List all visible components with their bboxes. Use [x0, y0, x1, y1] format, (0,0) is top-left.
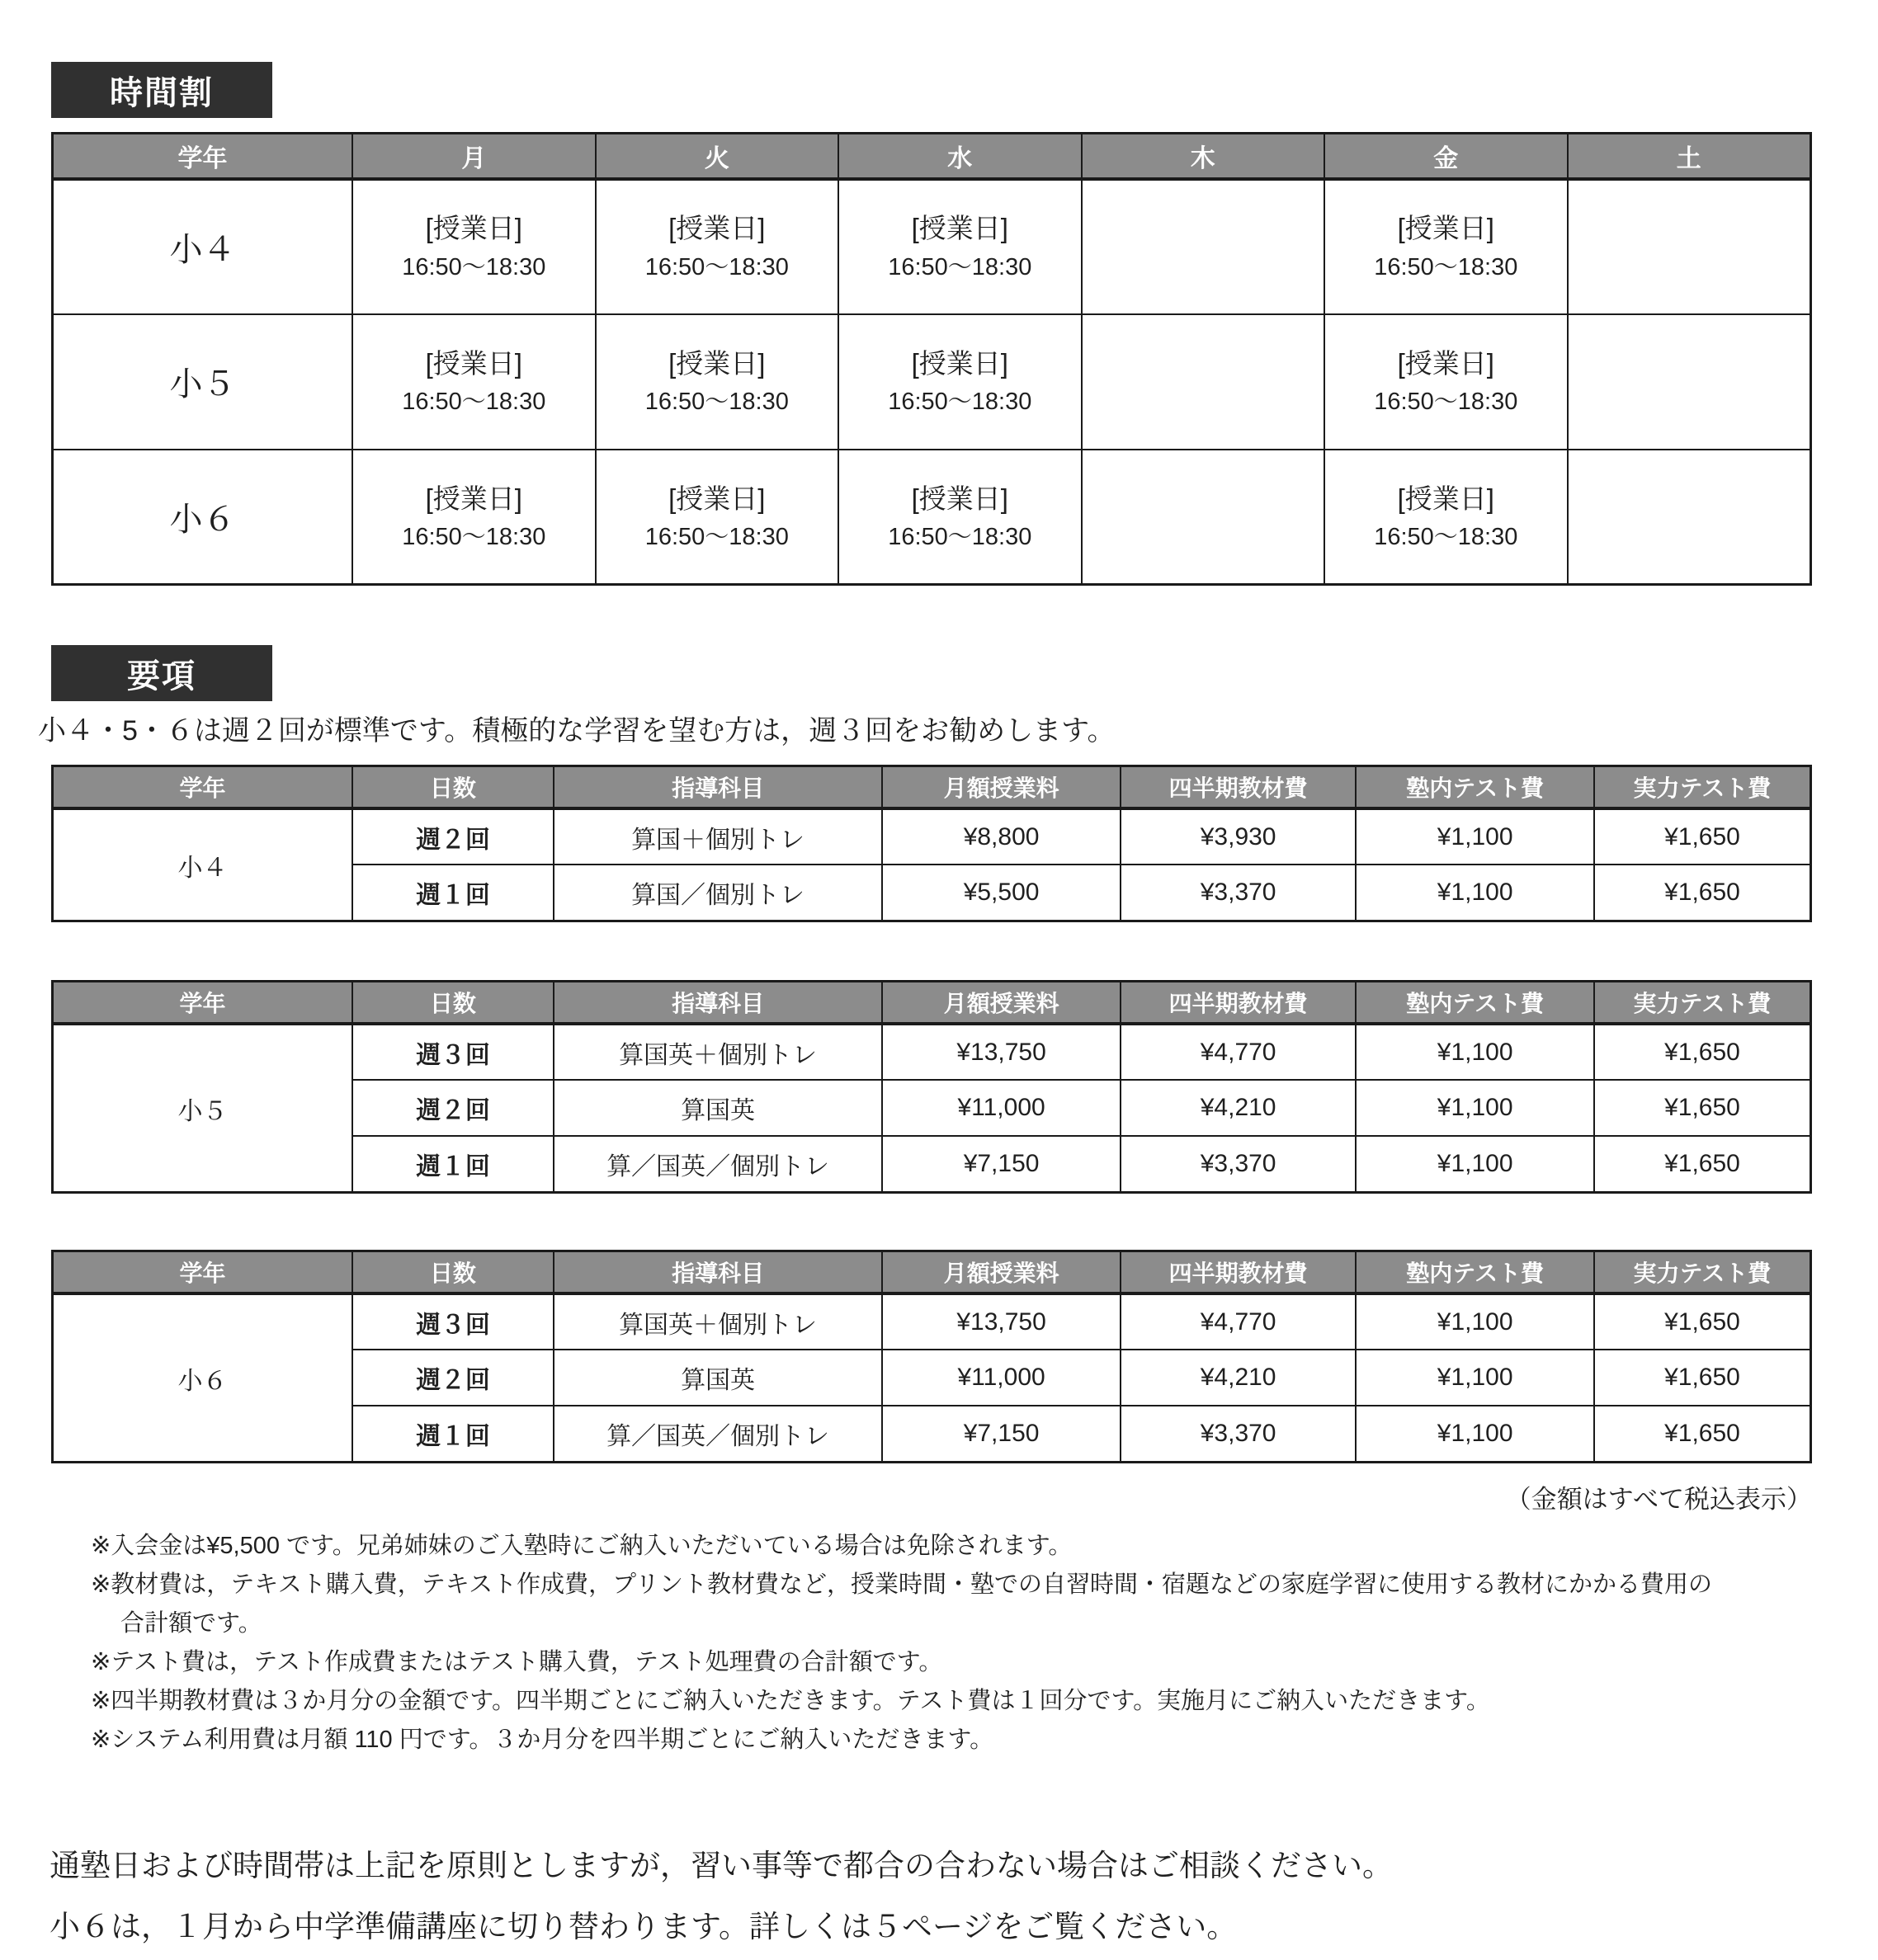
class-day-label: [授業日] [668, 347, 766, 379]
internal-test-cell: ¥1,100 [1356, 1293, 1594, 1350]
ability-test-cell: ¥1,650 [1594, 1080, 1811, 1136]
fee-table-grade4 [51, 765, 1812, 922]
fee-row [53, 808, 1811, 865]
internal-test-cell: ¥1,100 [1356, 865, 1594, 921]
days-cell: 週２回 [352, 1350, 554, 1406]
internal-test-cell: ¥1,100 [1356, 1406, 1594, 1462]
internal-test-cell: ¥1,100 [1356, 1350, 1594, 1406]
col-header-mon: 月 [352, 134, 596, 179]
monthly-tuition-cell: ¥8,800 [882, 808, 1121, 865]
col-header-ability-test: 実力テスト費 [1594, 981, 1811, 1024]
fee-header-row [53, 766, 1811, 808]
monthly-tuition-cell: ¥13,750 [882, 1293, 1121, 1350]
monthly-tuition-cell: ¥13,750 [882, 1024, 1121, 1080]
class-time: 16:50～18:30 [888, 523, 1032, 550]
tax-inclusive-note: （金額はすべて税込表示） [1505, 1484, 1812, 1514]
timetable-cell [838, 314, 1082, 450]
days-cell: 週３回 [352, 1293, 554, 1350]
internal-test-cell: ¥1,100 [1356, 808, 1594, 865]
subjects-cell: 算国英＋個別トレ [554, 1293, 882, 1350]
timetable-cell-empty [1082, 314, 1325, 450]
col-header-quarterly-materials: 四半期教材費 [1121, 766, 1357, 808]
monthly-tuition-cell: ¥11,000 [882, 1350, 1121, 1406]
col-header-subjects: 指導科目 [554, 766, 882, 808]
col-header-monthly-tuition: 月額授業料 [882, 1251, 1121, 1293]
subjects-cell: 算国／個別トレ [554, 865, 882, 921]
col-header-fri: 金 [1324, 134, 1568, 179]
footer-block [50, 1835, 1878, 1958]
col-header-quarterly-materials: 四半期教材費 [1121, 1251, 1357, 1293]
class-day-label: [授業日] [911, 347, 1008, 379]
col-header-grade: 学年 [53, 981, 353, 1024]
class-day-label: [授業日] [425, 483, 522, 514]
quarterly-materials-cell: ¥3,370 [1121, 865, 1357, 921]
col-header-grade: 学年 [53, 1251, 353, 1293]
timetable-cell [596, 450, 839, 585]
days-cell: 週２回 [352, 1080, 554, 1136]
timetable-row-grade5 [53, 314, 1811, 450]
days-cell: 週２回 [352, 808, 554, 865]
col-header-internal-test: 塾内テスト費 [1356, 1251, 1594, 1293]
quarterly-materials-cell: ¥3,370 [1121, 1136, 1357, 1192]
timetable-cell-empty [1082, 179, 1325, 314]
class-day-label: [授業日] [911, 483, 1008, 514]
ability-test-cell: ¥1,650 [1594, 1024, 1811, 1080]
timetable-section-title: 時間割 [51, 62, 272, 118]
monthly-tuition-cell: ¥7,150 [882, 1136, 1121, 1192]
fee-row [53, 1024, 1811, 1080]
class-time: 16:50～18:30 [402, 253, 546, 280]
col-header-subjects: 指導科目 [554, 981, 882, 1024]
col-header-grade: 学年 [53, 766, 353, 808]
col-header-monthly-tuition: 月額授業料 [882, 766, 1121, 808]
class-day-label: [授業日] [425, 347, 522, 379]
col-header-internal-test: 塾内テスト費 [1356, 981, 1594, 1024]
outline-intro-text: 小４・5・６は週２回が標準です。積極的な学習を望む方は，週３回をお勧めします。 [38, 715, 1116, 747]
col-header-ability-test: 実力テスト費 [1594, 1251, 1811, 1293]
class-time: 16:50～18:30 [888, 253, 1032, 280]
col-header-monthly-tuition: 月額授業料 [882, 981, 1121, 1024]
class-time: 16:50～18:30 [644, 523, 789, 550]
note-admission-fee: ※入会金は¥5,500 です。兄弟姉妹のご入塾時にご納入いただいている場合は免除されます。 [91, 1532, 1073, 1559]
timetable-cell [352, 450, 596, 585]
fee-table-grade5 [51, 980, 1812, 1194]
col-header-wed: 水 [838, 134, 1082, 179]
col-header-days: 日数 [352, 981, 554, 1024]
ability-test-cell: ¥1,650 [1594, 808, 1811, 865]
fee-header-row [53, 981, 1811, 1024]
outline-section-title: 要項 [51, 645, 272, 701]
class-day-label: [授業日] [1397, 213, 1494, 244]
internal-test-cell: ¥1,100 [1356, 1136, 1594, 1192]
notes-block [91, 1527, 1733, 1760]
monthly-tuition-cell: ¥5,500 [882, 865, 1121, 921]
grade-label: 小６ [53, 1293, 353, 1462]
subjects-cell: 算国英 [554, 1080, 882, 1136]
class-day-label: [授業日] [668, 213, 766, 244]
quarterly-materials-cell: ¥3,370 [1121, 1406, 1357, 1462]
timetable-row-grade4 [53, 179, 1811, 314]
days-cell: 週１回 [352, 865, 554, 921]
col-header-tue: 火 [596, 134, 839, 179]
class-day-label: [授業日] [911, 213, 1008, 244]
class-time: 16:50～18:30 [1374, 523, 1518, 550]
ability-test-cell: ¥1,650 [1594, 865, 1811, 921]
quarterly-materials-cell: ¥4,770 [1121, 1024, 1357, 1080]
internal-test-cell: ¥1,100 [1356, 1024, 1594, 1080]
class-time: 16:50～18:30 [888, 389, 1032, 415]
timetable-row-grade6 [53, 450, 1811, 585]
timetable-cell [1324, 314, 1568, 450]
class-day-label: [授業日] [425, 213, 522, 244]
col-header-quarterly-materials: 四半期教材費 [1121, 981, 1357, 1024]
timetable-header-row [53, 134, 1811, 179]
timetable-cell [596, 179, 839, 314]
quarterly-materials-cell: ¥3,930 [1121, 808, 1357, 865]
col-header-sat: 土 [1568, 134, 1811, 179]
grade-label: 小５ [53, 314, 353, 450]
days-cell: 週３回 [352, 1024, 554, 1080]
monthly-tuition-cell: ¥11,000 [882, 1080, 1121, 1136]
col-header-ability-test: 実力テスト費 [1594, 766, 1811, 808]
ability-test-cell: ¥1,650 [1594, 1293, 1811, 1350]
col-header-thu: 木 [1082, 134, 1325, 179]
footer-line-consultation: 通塾日および時間帯は上記を原則としますが，習い事等で都合の合わない場合はご相談ください。 [50, 1848, 1393, 1882]
internal-test-cell: ¥1,100 [1356, 1080, 1594, 1136]
timetable [51, 132, 1812, 586]
note-materials-fee: ※教材費は，テキスト購入費，テキスト作成費，プリント教材費など，授業時間・塾での自習時間・宿題などの家庭学習に使用する教材にかかる費用の合計額です。 [91, 1571, 1712, 1637]
timetable-cell [1324, 450, 1568, 585]
class-day-label: [授業日] [668, 483, 766, 514]
quarterly-materials-cell: ¥4,770 [1121, 1293, 1357, 1350]
grade-label: 小４ [53, 179, 353, 314]
timetable-cell [352, 179, 596, 314]
col-header-subjects: 指導科目 [554, 1251, 882, 1293]
fee-row [53, 1293, 1811, 1350]
col-header-days: 日数 [352, 1251, 554, 1293]
ability-test-cell: ¥1,650 [1594, 1136, 1811, 1192]
timetable-cell-empty [1082, 450, 1325, 585]
timetable-cell-empty [1568, 179, 1811, 314]
monthly-tuition-cell: ¥7,150 [882, 1406, 1121, 1462]
class-time: 16:50～18:30 [644, 389, 789, 415]
timetable-cell [838, 179, 1082, 314]
class-time: 16:50～18:30 [1374, 253, 1518, 280]
subjects-cell: 算／国英／個別トレ [554, 1136, 882, 1192]
grade-label: 小４ [53, 808, 353, 921]
subjects-cell: 算国英＋個別トレ [554, 1024, 882, 1080]
class-time: 16:50～18:30 [402, 523, 546, 550]
class-time: 16:50～18:30 [644, 253, 789, 280]
footer-line-grade6-course: 小６は，１月から中学準備講座に切り替わります。詳しくは５ページをご覧ください。 [50, 1909, 1238, 1944]
timetable-cell-empty [1568, 450, 1811, 585]
col-header-internal-test: 塾内テスト費 [1356, 766, 1594, 808]
timetable-cell [352, 314, 596, 450]
timetable-cell-empty [1568, 314, 1811, 450]
class-day-label: [授業日] [1397, 483, 1494, 514]
subjects-cell: 算国＋個別トレ [554, 808, 882, 865]
note-quarterly-payment: ※四半期教材費は３か月分の金額です。四半期ごとにご納入いただきます。テスト費は１回分です。実施月にご納入いただきます。 [91, 1687, 1490, 1714]
col-header-days: 日数 [352, 766, 554, 808]
quarterly-materials-cell: ¥4,210 [1121, 1350, 1357, 1406]
timetable-cell [1324, 179, 1568, 314]
class-day-label: [授業日] [1397, 347, 1494, 379]
subjects-cell: 算国英 [554, 1350, 882, 1406]
timetable-cell [596, 314, 839, 450]
timetable-cell [838, 450, 1082, 585]
fee-header-row [53, 1251, 1811, 1293]
col-header-grade: 学年 [53, 134, 353, 179]
ability-test-cell: ¥1,650 [1594, 1406, 1811, 1462]
days-cell: 週１回 [352, 1136, 554, 1192]
quarterly-materials-cell: ¥4,210 [1121, 1080, 1357, 1136]
days-cell: 週１回 [352, 1406, 554, 1462]
note-system-fee: ※システム利用費は月額 110 円です。３か月分を四半期ごとにご納入いただきます。 [91, 1726, 994, 1753]
fee-table-grade6 [51, 1250, 1812, 1463]
grade-label: 小６ [53, 450, 353, 585]
grade-label: 小５ [53, 1024, 353, 1192]
ability-test-cell: ¥1,650 [1594, 1350, 1811, 1406]
class-time: 16:50～18:30 [402, 389, 546, 415]
class-time: 16:50～18:30 [1374, 389, 1518, 415]
subjects-cell: 算／国英／個別トレ [554, 1406, 882, 1462]
note-test-fee: ※テスト費は，テスト作成費またはテスト購入費，テスト処理費の合計額です。 [91, 1648, 943, 1675]
